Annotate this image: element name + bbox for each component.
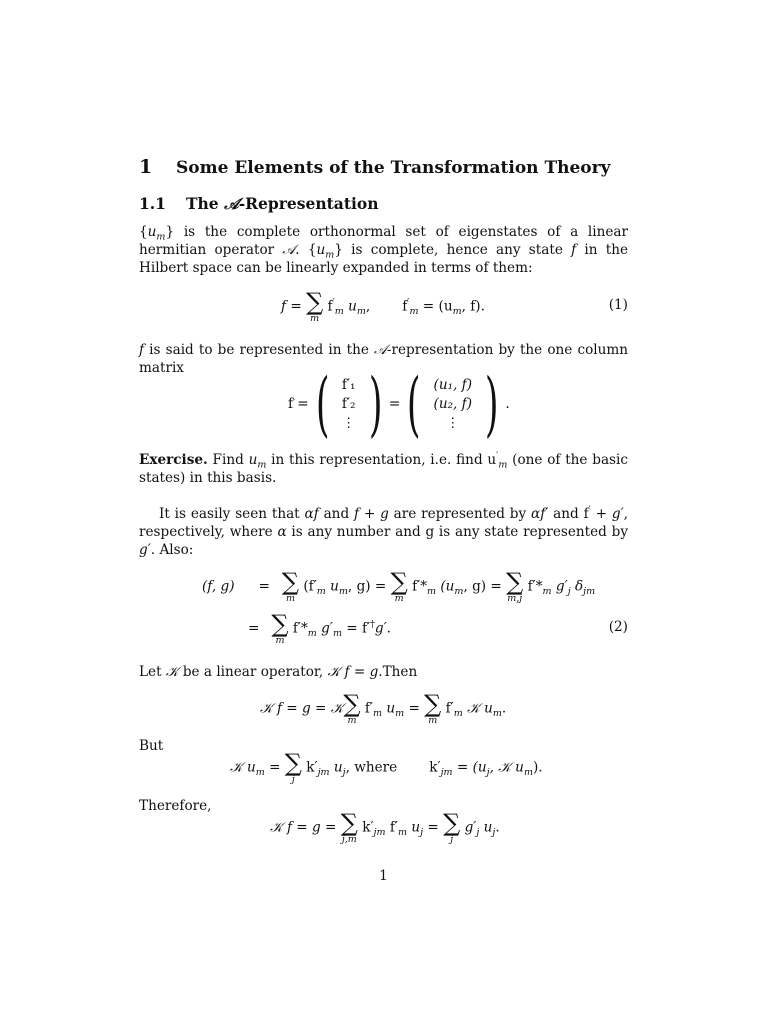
eq2-l1-b2: m <box>338 586 348 598</box>
eq2-l1-g-sub: m <box>542 586 552 598</box>
p1-m: m <box>156 231 166 243</box>
paragraph-operator <box>139 663 628 681</box>
eq1-tail: u <box>343 298 357 315</box>
eq4-ds: j <box>342 767 346 779</box>
eq4-c: k′ <box>306 759 318 776</box>
eq5-e: = <box>423 819 444 836</box>
eq2-sum-1: ∑ m <box>281 568 300 604</box>
left-paren: ( <box>315 363 330 445</box>
equation-1 <box>281 290 485 324</box>
eq1-sigma: ∑ <box>306 288 324 316</box>
eq2-l1-e: (u <box>436 578 455 595</box>
eq2-sum-2: ∑ m <box>390 568 408 604</box>
eq1-eqpart: = (u <box>418 298 453 315</box>
eq2-eq-1: = <box>258 578 270 595</box>
equation-2-line-1 <box>202 570 595 604</box>
section-title <box>139 156 610 178</box>
eq3-cs: m <box>395 708 405 720</box>
p3-j: ′ <box>588 504 591 516</box>
equation-5 <box>270 811 500 845</box>
matrix-eq-2: = <box>388 396 401 412</box>
eq3-sum-2: ∑ m <box>424 690 442 726</box>
left-paren-2: ( <box>407 363 421 445</box>
but-label: But <box>139 738 164 754</box>
exercise-m-2: m <box>498 459 508 471</box>
p3-k: + g′ <box>590 506 624 522</box>
p1-um-2: u <box>316 242 326 259</box>
section-title-text: Some Elements of the Transformation Theory <box>176 158 611 178</box>
matrix-dots-2: ⋮ <box>445 414 460 431</box>
eq1-eqsub: m <box>452 306 462 318</box>
eq5-a: 𝒦 f = g = <box>270 819 341 836</box>
eq4-gs: j <box>486 767 490 779</box>
p4-d: Then <box>382 664 418 680</box>
subsection-number: 1.1 <box>139 194 166 213</box>
eq4-f: k′ <box>429 759 441 776</box>
eq4-g: = (u <box>452 759 487 776</box>
p2-b: -representation by the one column matrix <box>139 342 628 377</box>
equation-1-number: (1) <box>608 297 628 313</box>
p3-n: is any number and g is any state represented by <box>286 524 628 541</box>
eq4-sum: ∑ j <box>284 749 302 785</box>
eq2-l1-a: (f′ <box>303 578 317 595</box>
matrix-column-f <box>309 363 389 445</box>
eq4-hs: m <box>523 767 533 779</box>
p3-h: αf′ <box>531 506 549 522</box>
p2-f: f <box>139 342 145 358</box>
eq4-h: , 𝒦 u <box>489 759 524 776</box>
eq4-as: m <box>255 767 265 779</box>
section-number: 1 <box>139 156 153 178</box>
right-paren-2: ) <box>484 363 499 445</box>
eq5-f: g′ <box>464 819 477 836</box>
matrix-column-u <box>400 363 505 445</box>
matrix-equation: f ′ = ( f′₁ f′₂ ⋮ ) = ( (u₁, f) (u₂, f) ⋮ ) . <box>288 363 510 445</box>
p1-a: { <box>139 224 148 240</box>
subsection-title-pre: The <box>186 194 225 213</box>
eq3-es: m <box>453 708 463 720</box>
p1-operator-A: 𝒜 <box>282 242 296 259</box>
eq2-l2-e: g′. <box>374 620 392 637</box>
matrix-f2: f′₂ <box>341 395 356 412</box>
eq1-lhs: f = <box>281 298 307 315</box>
eq3-d: = <box>404 700 425 717</box>
eq3-c: u <box>382 700 396 717</box>
exercise-m: m <box>257 459 267 471</box>
subsection-title-post: -Representation <box>238 194 379 213</box>
eq4-cs: jm <box>317 767 330 779</box>
equation-3 <box>260 692 506 726</box>
eq3-sum-2-limit: m <box>428 715 438 726</box>
eq4-a: 𝒦 u <box>230 759 256 776</box>
exercise-b: in this representation, i.e. find u <box>266 452 497 468</box>
therefore-label: Therefore, <box>139 798 212 814</box>
eq2-sum-4: ∑ m <box>271 610 289 646</box>
p4-b: be a linear operator, <box>178 664 328 680</box>
eq5-fs: j <box>476 827 480 839</box>
matrix-f1: f′₁ <box>341 376 356 393</box>
eq5-bs: jm <box>373 827 386 839</box>
matrix-end: . <box>505 396 510 412</box>
eq2-sum-3-limit: m,j <box>507 593 523 604</box>
p3-i: and f <box>548 506 589 522</box>
p3-e: f + g <box>354 506 389 522</box>
subsection-title <box>139 194 379 214</box>
exercise-label: Exercise. <box>139 452 208 468</box>
eq4-sum-limit: j <box>291 774 295 785</box>
equation-2-line-2 <box>248 612 391 646</box>
paragraph-intro <box>139 223 628 278</box>
p1-um: u <box>147 224 157 240</box>
eq2-l2-a-sub: m <box>307 628 317 640</box>
eq5-ds: j <box>420 827 424 839</box>
matrix-u1f: (u₁, f) <box>433 376 473 393</box>
eq3-sum-1-limit: m <box>347 715 357 726</box>
p3-b: f <box>313 506 319 522</box>
matrix-lhs: f <box>288 396 294 412</box>
eq1-end: , f). <box>461 298 485 315</box>
equation-2-number: (2) <box>608 619 628 635</box>
p1-c: . { <box>295 242 317 259</box>
eq2-l1-e-sub: m <box>454 586 464 598</box>
eq2-l1-g: f′* <box>527 578 543 595</box>
p3-alpha: α <box>304 506 314 522</box>
eq3-fs: m <box>492 708 502 720</box>
eq2-l1-c: , g) = <box>347 578 391 595</box>
eq2-l2-b-sub: m <box>332 628 342 640</box>
p3-g: are represented by <box>388 506 532 522</box>
eq1-sum <box>306 290 323 324</box>
eq2-l2-dagger: † <box>370 618 375 630</box>
eq4-i: ). <box>532 759 543 776</box>
eq3-sum-1: ∑ m <box>343 690 361 726</box>
p1-f: f <box>571 242 577 259</box>
eq3-g: . <box>501 700 507 717</box>
p4-a: Let <box>139 664 166 680</box>
p1-d: } is complete, hence any state <box>334 242 572 259</box>
right-paren: ) <box>368 363 382 445</box>
eq4-fs: jm <box>440 767 453 779</box>
p3-d: and <box>318 506 354 522</box>
p3-l: , respectively, where <box>139 506 628 541</box>
eq2-l2-c: = f′ <box>341 620 371 637</box>
eq3-b: f′ <box>364 700 373 717</box>
eq2-l1-i: δ <box>570 578 584 595</box>
equation-4 <box>230 751 543 785</box>
eq2-lhs: (f, g) <box>202 578 235 595</box>
paragraph-linearity <box>139 505 628 560</box>
eq2-l2-b: g′ <box>316 620 333 637</box>
eq5-d: u <box>407 819 421 836</box>
matrix-u2f: (u₂, f) <box>433 395 473 412</box>
eq1-prime-2: ′ <box>407 296 410 308</box>
eq2-sum-4-limit: m <box>275 635 285 646</box>
subsection-title-script: 𝒜 <box>224 194 239 213</box>
page-number: 1 <box>379 868 388 884</box>
eq2-sum-2-limit: m <box>394 593 404 604</box>
p3-m: α <box>277 524 287 541</box>
exercise-um: u <box>248 452 258 468</box>
p2-operator-A: 𝒜 <box>374 342 387 358</box>
eq2-l1-hs: j <box>567 586 571 598</box>
paper-page <box>139 0 628 1024</box>
eq1-term: f <box>327 298 333 315</box>
eq5-g: u <box>479 819 493 836</box>
matrix-eq-1: = <box>297 396 309 412</box>
eq5-c: f′ <box>385 819 398 836</box>
exercise-d: (one of the basic states) in this basis. <box>139 452 628 487</box>
eq3-f: 𝒦 u <box>462 700 493 717</box>
p3-o: g′ <box>139 542 151 559</box>
eq1-sum-limit: m <box>310 313 320 324</box>
p3-p: . Also: <box>150 542 194 559</box>
exercise-a: Find <box>207 452 249 468</box>
p4-K: 𝒦 <box>165 664 179 680</box>
eq5-sum-2: ∑ j <box>443 809 461 845</box>
eq1-sub: m <box>334 306 344 318</box>
p3-a: It is easily seen that <box>159 506 305 522</box>
eq4-b: = <box>264 759 285 776</box>
eq2-l1-b: u <box>325 578 339 595</box>
p1-e: in the Hilbert space can be linearly expanded in terms of them: <box>139 242 629 277</box>
eq2-l1-f: , g) = <box>463 578 507 595</box>
eq2-l1-d: f′* <box>412 578 427 595</box>
eq5-b: k′ <box>362 819 374 836</box>
p2-a: is said to be represented in the <box>144 342 374 358</box>
eq2-l1-d-sub: m <box>427 586 437 598</box>
p1-b: } is the complete orthonormal set of eigenstates of a linear hermitian operator <box>139 224 628 259</box>
eq2-l1-is: jm <box>583 586 596 598</box>
eq2-eq-2: = <box>248 620 260 637</box>
eq3-a: 𝒦 f = g = 𝒦 <box>260 700 344 717</box>
matrix-dots-1: ⋮ <box>341 414 356 431</box>
eq1-secondsub: m <box>409 306 419 318</box>
eq1-second: f <box>402 298 408 315</box>
eq5-sum-1: ∑ j,m <box>340 809 358 845</box>
p4-c: 𝒦 f = g. <box>327 664 383 680</box>
eq3-bs: m <box>372 708 383 720</box>
eq1-comma: , <box>365 298 371 315</box>
eq5-h: . <box>495 819 500 836</box>
eq2-sum-3: ∑ m,j <box>506 568 524 604</box>
eq1-tailsub: m <box>356 306 366 318</box>
eq3-e: f′ <box>445 700 454 717</box>
eq1-prime: ′ <box>332 296 335 308</box>
eq2-l1-h: g′ <box>551 578 568 595</box>
p1-m-2: m <box>325 249 335 261</box>
eq5-gs: j <box>492 827 496 839</box>
eq4-d: u <box>329 759 343 776</box>
eq2-l2-a: f′* <box>292 620 308 637</box>
eq2-sum-1-limit: m <box>285 593 295 604</box>
exercise-paragraph <box>139 451 628 487</box>
eq2-l1-a2: m <box>316 586 326 598</box>
exercise-c: ′ <box>496 450 499 462</box>
eq5-sum-2-limit: j <box>450 834 454 845</box>
eq5-sum-1-limit: j,m <box>341 834 357 845</box>
eq5-cs: m <box>397 827 408 839</box>
eq4-e: , where <box>345 759 398 776</box>
